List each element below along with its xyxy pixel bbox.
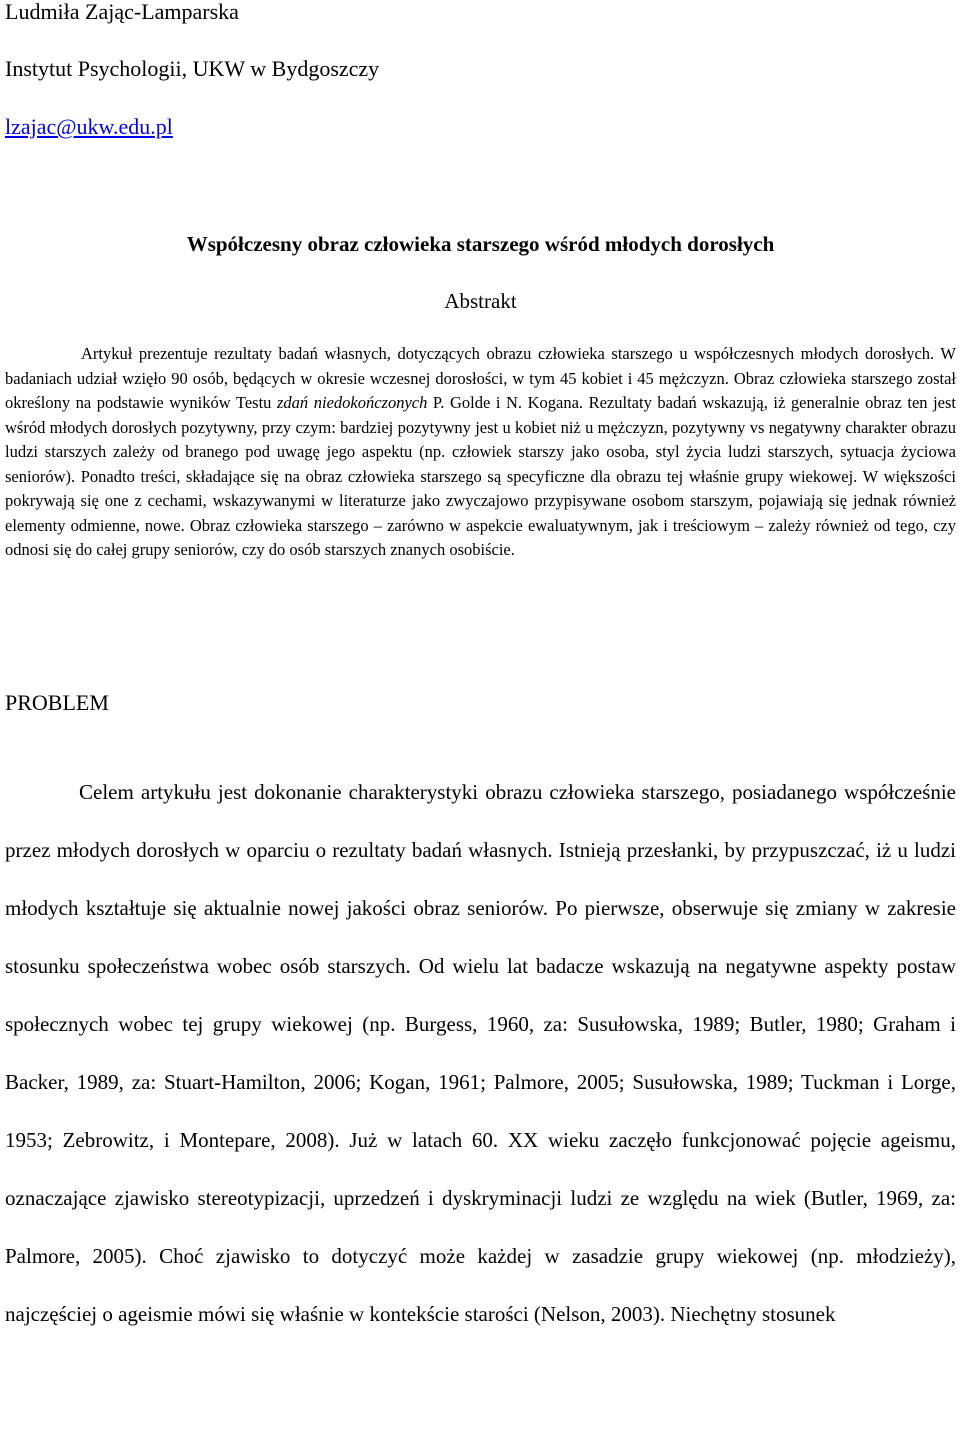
abstract-heading: Abstrakt	[444, 289, 517, 313]
author-name: Ludmiła Zając-Lamparska	[5, 0, 239, 24]
abstract-text-part2: P. Golde i N. Kogana. Rezultaty badań wskazują, iż generalnie obraz ten jest wśród młodych dorosłych pozytywny, przy czym: bardziej pozytywny jest u kobiet niż u mężczyzn, pozytywny vs negatywny charakter obrazu ludzi starszych zależy od branego pod uwagę jego aspektu (np. człowiek starszy jako osoba, styl życia ludzi starszych, sytuacja życiowa seniorów). Ponadto treści, składające się na obraz człowieka starszego są specyficzne dla obrazu tej właśnie grupy wiekowej. W większości pokrywają się one z cechami, wskazywanymi w literaturze jako zwyczajowo przypisywane osobom starszym, pojawiają się jednak również elementy odmienne, nowe. Obraz człowieka starszego – zarówno w aspekcie ewaluatywnym, jak i treściowym – zależy również od tego, czy odnosi się do całej grupy seniorów, czy do osób starszych znanych osobiście.	[5, 393, 956, 559]
abstract-test-name: zdań niedokończonych	[277, 393, 428, 412]
author-affiliation: Instytut Psychologii, UKW w Bydgoszczy	[5, 56, 380, 81]
article-title: Współczesny obraz człowieka starszego wśród młodych dorosłych	[186, 232, 775, 256]
section-heading-problem: PROBLEM	[5, 690, 109, 715]
abstract-text	[5, 342, 956, 563]
author-email-link[interactable]: lzajac@ukw.edu.pl	[5, 114, 173, 139]
abstract-text-part1: Artykuł prezentuje rezultaty badań własnych, dotyczących obrazu człowieka starszego u współczesnych młodych dorosłych. W badaniach udział wzięło 90 osób, będących w okresie wczesnej dorosłości, w tym 45 kobiet i 45 mężczyzn. Obraz człowieka starszego został określony na podstawie wyników Testu	[5, 344, 956, 412]
section-body-text: Celem artykułu jest dokonanie charakterystyki obrazu człowieka starszego, posiadanego współcześnie przez młodych dorosłych w oparciu o rezultaty badań własnych. Istnieją przesłanki, by przypuszczać, iż u ludzi młodych kształtuje się aktualnie nowej jakości obraz seniorów. Po pierwsze, obserwuje się zmiany w zakresie stosunku społeczeństwa wobec osób starszych. Od wielu lat badacze wskazują na negatywne aspekty postaw społecznych wobec tej grupy wiekowej (np. Burgess, 1960, za: Susułowska, 1989; Butler, 1980; Graham i Backer, 1989, za: Stuart-Hamilton, 2006; Kogan, 1961; Palmore, 2005; Susułowska, 1989; Tuckman i Lorge, 1953; Zebrowitz, i Montepare, 2008). Już w latach 60. XX wieku zaczęło funkcjonować pojęcie ageismu, oznaczające zjawisko stereotypizacji, uprzedzeń i dyskryminacji ludzi ze względu na wiek (Butler, 1969, za: Palmore, 2005). Choć zjawisko to dotyczyć może każdej w zasadzie grupy wiekowej (np. młodzieży), najczęściej o ageismie mówi się właśnie w kontekście starości (Nelson, 2003). Niechętny stosunek	[5, 780, 956, 1326]
